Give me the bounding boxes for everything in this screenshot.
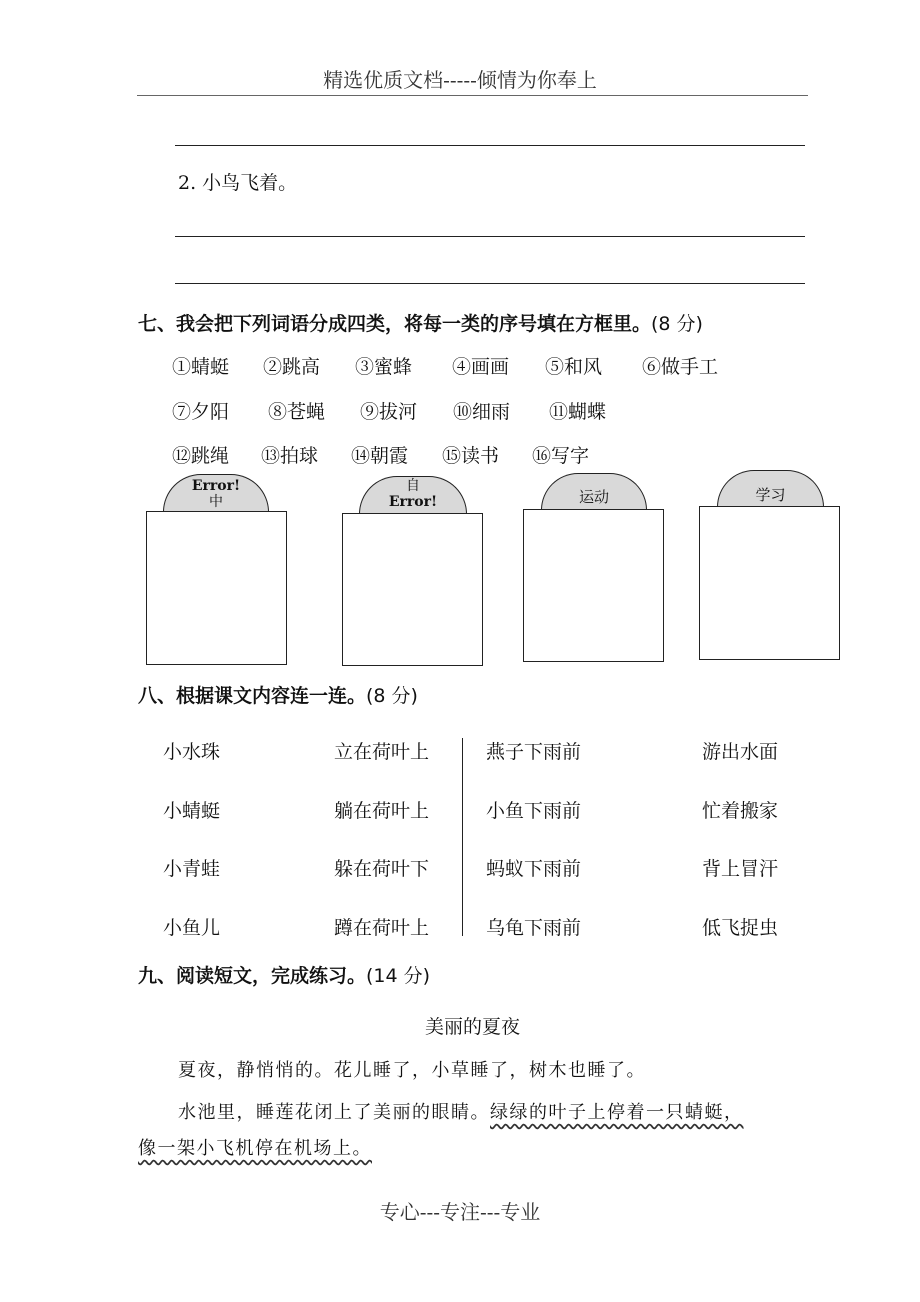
match-item: 蚂蚁下雨前 (486, 858, 582, 880)
word-item: ⑦夕阳 (172, 401, 230, 423)
dome-label-study: 学习 (755, 486, 786, 504)
section-8-title-text: 八、根据课文内容连一连。 (138, 685, 367, 707)
dome-error-text: Error! (388, 494, 438, 510)
match-item: 低飞捉虫 (702, 917, 779, 939)
section-8-score: (8 分) (366, 685, 418, 707)
match-item: 燕子下雨前 (486, 741, 582, 763)
underlined-sentence: 绿绿的叶子上停着一只蜻蜓， (490, 1102, 744, 1123)
word-item: ⑯写字 (532, 445, 590, 467)
header-rule (137, 95, 808, 96)
passage-paragraph-2 (178, 1098, 744, 1124)
word-item: ④画画 (452, 356, 510, 378)
match-item: 立在荷叶上 (334, 741, 430, 763)
category-box-4[interactable] (699, 506, 840, 660)
match-item: 小水珠 (163, 741, 221, 763)
section-8-title (138, 681, 418, 708)
passage-title: 美丽的夏夜 (424, 1016, 520, 1038)
section-7-title-text: 七、我会把下列词语分成四类，将每一类的序号填在方框里。 (138, 313, 652, 335)
question-2: 2. 小鸟飞着。 (178, 172, 298, 194)
category-dome-3 (541, 473, 647, 510)
word-item: ⑩细雨 (453, 401, 511, 423)
category-box-2[interactable] (342, 513, 483, 666)
answer-line (175, 236, 805, 237)
word-item: ②跳高 (263, 356, 321, 378)
category-box-3[interactable] (523, 509, 664, 662)
category-dome-1 (163, 474, 269, 512)
passage-text: 水池里，睡莲花闭上了美丽的眼睛。 (178, 1102, 490, 1123)
answer-line (175, 283, 805, 284)
section-9-title-text: 九、阅读短文，完成练习。 (138, 965, 367, 987)
answer-line (175, 145, 805, 146)
category-dome-4 (717, 470, 824, 507)
dome-text: 中 (209, 494, 223, 510)
dome-error-text: Error! (191, 478, 241, 494)
word-item: ⑪蝴蝶 (549, 401, 607, 423)
page-footer: 专心---专注---专业 (379, 1200, 541, 1224)
word-item: ⑭朝霞 (351, 445, 409, 467)
underlined-sentence: 像一架小飞机停在机场上。 (138, 1138, 372, 1159)
match-item: 躲在荷叶下 (334, 858, 430, 880)
word-item: ⑫跳绳 (172, 445, 230, 467)
match-item: 蹲在荷叶上 (334, 917, 430, 939)
match-item: 小鱼儿 (163, 917, 221, 939)
word-item: ③蜜蜂 (355, 356, 413, 378)
match-item: 游出水面 (702, 741, 779, 763)
passage-paragraph-1: 夏夜，静悄悄的。花儿睡了，小草睡了，树木也睡了。 (178, 1060, 646, 1081)
word-item: ⑬拍球 (261, 445, 319, 467)
page-header: 精选优质文档-----倾情为你奉上 (323, 68, 597, 92)
word-item: ⑨拔河 (360, 401, 418, 423)
section-7-score: (8 分) (651, 313, 703, 335)
section-9-title (138, 961, 430, 988)
category-box-1[interactable] (146, 511, 287, 665)
category-dome-2 (359, 476, 467, 514)
section-7-title (138, 309, 703, 336)
match-item: 乌龟下雨前 (486, 917, 582, 939)
match-item: 躺在荷叶上 (334, 800, 430, 822)
word-item: ⑧苍蝇 (268, 401, 326, 423)
dome-label-sports: 运动 (578, 488, 609, 506)
word-item: ⑤和风 (545, 356, 603, 378)
dome-text: 自 (406, 478, 420, 494)
passage-paragraph-2-cont (138, 1134, 372, 1160)
match-item: 小蜻蜓 (163, 800, 221, 822)
divider-line (462, 738, 463, 936)
match-item: 忙着搬家 (702, 800, 779, 822)
match-item: 小青蛙 (163, 858, 221, 880)
word-item: ⑥做手工 (642, 356, 719, 378)
match-item: 背上冒汗 (702, 858, 779, 880)
section-9-score: (14 分) (366, 965, 431, 987)
match-item: 小鱼下雨前 (486, 800, 582, 822)
word-item: ①蜻蜓 (172, 356, 230, 378)
word-item: ⑮读书 (442, 445, 500, 467)
